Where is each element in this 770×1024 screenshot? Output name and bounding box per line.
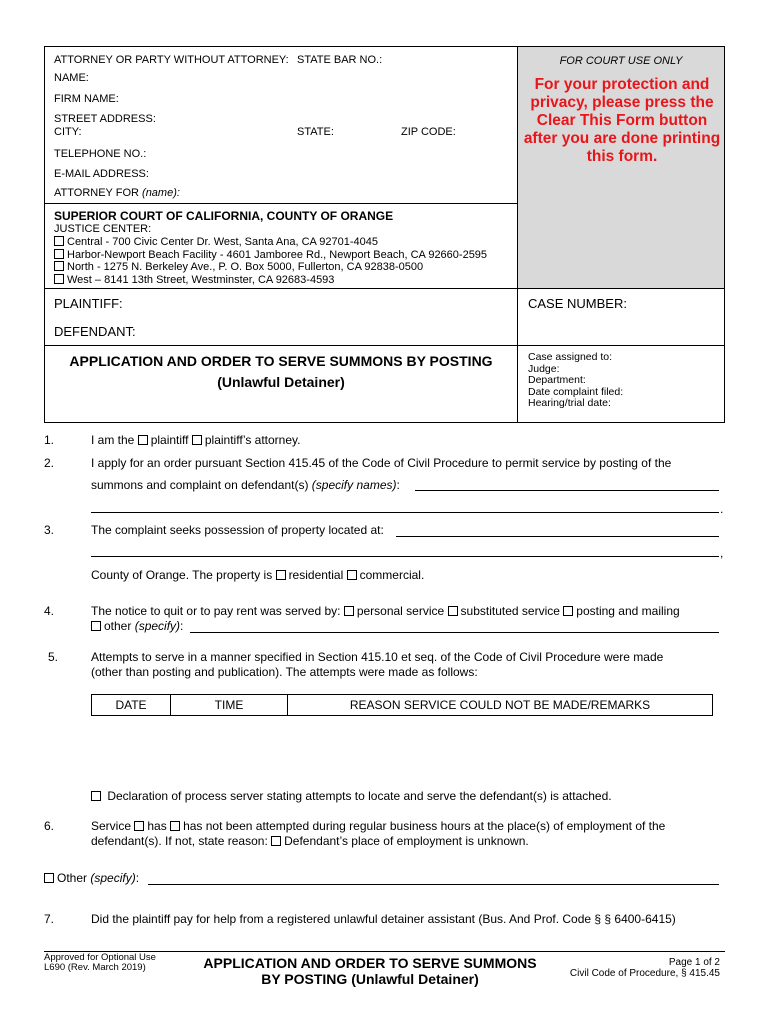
item-5-text: Attempts to serve in a manner specified in Section 415.10 et seq. of the Code of Civil Procedure were made <box>91 650 664 664</box>
court-use-label: FOR COURT USE ONLY <box>559 55 683 67</box>
header-left-border <box>44 46 45 203</box>
item-6-number: 6. <box>44 819 55 833</box>
plaintiff-checkbox[interactable] <box>138 435 148 445</box>
item-5-text-b: (other than posting and publication). The attempts were made as follows: <box>91 665 478 679</box>
checkbox-icon[interactable] <box>54 274 64 284</box>
date-header: DATE <box>92 695 171 716</box>
form-title: APPLICATION AND ORDER TO SERVE SUMMONS BY POSTING <box>69 353 493 369</box>
attorney-label: ATTORNEY OR PARTY WITHOUT ATTORNEY: <box>54 54 289 66</box>
page-number: Page 1 of 2 <box>668 957 720 968</box>
center-central-option[interactable]: Central - 700 Civic Center Dr. West, Santa Ana, CA 92701-4045 <box>54 236 487 249</box>
residential-checkbox[interactable] <box>276 570 286 580</box>
reason-header: REASON SERVICE COULD NOT BE MADE/REMARKS <box>288 695 713 716</box>
property-address-field[interactable] <box>396 536 719 537</box>
date-filed-label: Date complaint filed: <box>528 385 624 398</box>
telephone-label: TELEPHONE NO.: <box>54 148 147 160</box>
justice-center-label: JUSTICE CENTER: <box>54 223 152 235</box>
item-6-line-a: Service has has not been attempted during regular business hours at the place(s) of employment of the <box>91 819 666 833</box>
hearing-date-label: Hearing/trial date: <box>528 397 611 410</box>
department-label: Department: <box>528 374 586 387</box>
checkbox-icon[interactable] <box>54 236 64 246</box>
item-7-number: 7. <box>44 912 55 926</box>
time-header: TIME <box>171 695 288 716</box>
name-label: NAME: <box>54 72 89 84</box>
item-4-line-a: The notice to quit or to pay rent was served by: personal service substituted service posting and mailing <box>91 604 680 618</box>
other-service-field[interactable] <box>190 632 719 633</box>
comma-mark: , <box>720 546 724 560</box>
street-address-label: STREET ADDRESS: <box>54 113 156 125</box>
form-subtitle: (Unlawful Detainer) <box>217 374 345 390</box>
attempts-table <box>91 694 713 716</box>
approved-text: Approved for Optional Use <box>44 952 156 963</box>
other-service-checkbox[interactable] <box>91 621 101 631</box>
item-3-number: 3. <box>44 523 55 537</box>
city-label: CITY: <box>54 126 82 138</box>
title-block-top-border <box>44 345 724 346</box>
declaration-checkbox[interactable] <box>91 791 101 801</box>
checkbox-icon[interactable] <box>54 261 64 271</box>
property-address-field-2[interactable] <box>91 556 719 557</box>
substituted-service-checkbox[interactable] <box>448 606 458 616</box>
case-number-label: CASE NUMBER: <box>528 296 627 311</box>
justice-center-list <box>54 236 487 286</box>
right-border <box>724 46 725 423</box>
period-mark: . <box>720 502 724 516</box>
attorney-for-label: ATTORNEY FOR (name): <box>54 187 180 199</box>
table-header-row <box>92 695 713 716</box>
court-block-left-border <box>44 203 45 423</box>
item-3-county: County of Orange. The property is residential commercial. <box>91 568 425 582</box>
item-2-text: I apply for an order pursuant Section 415.45 of the Code of Civil Procedure to permit service by posting of the <box>91 456 672 470</box>
title-block-bottom-border <box>44 422 725 423</box>
footer-page-info <box>540 957 720 979</box>
center-west-option[interactable]: West – 8141 13th Street, Westminster, CA 92683-4593 <box>54 274 487 287</box>
item-1-number: 1. <box>44 433 55 447</box>
state-label: STATE: <box>297 126 334 138</box>
defendant-names-field-2[interactable] <box>91 512 719 513</box>
item-2-number: 2. <box>44 456 55 470</box>
email-label: E-MAIL ADDRESS: <box>54 168 149 180</box>
form-number: L690 (Rev. March 2019) <box>44 962 146 973</box>
posting-mailing-checkbox[interactable] <box>563 606 573 616</box>
case-info <box>528 352 623 410</box>
state-bar-label: STATE BAR NO.: <box>297 54 383 66</box>
protection-notice: For your protection and privacy, please press the Clear This Form button after you are done printing this form. <box>523 76 721 165</box>
service-has-checkbox[interactable] <box>134 821 144 831</box>
other-specify-field[interactable] <box>148 884 719 885</box>
other-checkbox[interactable] <box>44 873 54 883</box>
checkbox-icon[interactable] <box>54 249 64 259</box>
attorney-checkbox[interactable] <box>192 435 202 445</box>
item-6-line-b: defendant(s). If not, state reason: Defendant’s place of employment is unknown. <box>91 834 529 848</box>
employment-unknown-checkbox[interactable] <box>271 836 281 846</box>
court-block-top-border <box>44 203 518 204</box>
personal-service-checkbox[interactable] <box>344 606 354 616</box>
item-3-text: The complaint seeks possession of property located at: <box>91 523 384 537</box>
judge-label: Judge: <box>528 362 560 375</box>
item-4-line-b: other (specify): <box>91 619 183 633</box>
case-assigned-label: Case assigned to: <box>528 351 613 363</box>
other-option: Other (specify): <box>44 871 139 885</box>
firm-name-label: FIRM NAME: <box>54 93 119 105</box>
commercial-checkbox[interactable] <box>347 570 357 580</box>
item-2-line-b: summons and complaint on defendant(s) (specify names): <box>91 478 400 492</box>
footer-approval <box>44 953 156 973</box>
service-has-not-checkbox[interactable] <box>170 821 180 831</box>
footer-title: APPLICATION AND ORDER TO SERVE SUMMONS BY POSTING (Unlawful Detainer) <box>203 955 537 987</box>
code-reference: Civil Code of Procedure, § 415.45 <box>569 968 720 979</box>
parties-top-border <box>44 288 724 289</box>
item-5-number: 5. <box>48 650 59 664</box>
court-title: SUPERIOR COURT OF CALIFORNIA, COUNTY OF ORANGE <box>54 209 394 223</box>
declaration-option: Declaration of process server stating attempts to locate and serve the defendant(s) is attached. <box>91 789 612 803</box>
zip-code-label: ZIP CODE: <box>401 126 456 138</box>
defendant-names-field[interactable] <box>415 490 719 491</box>
item-7-text: Did the plaintiff pay for help from a registered unlawful detainer assistant (Bus. And Prof. Code § § 6400-6415) <box>91 912 676 926</box>
item-4-number: 4. <box>44 604 55 618</box>
center-harbor-option[interactable]: Harbor-Newport Beach Facility - 4601 Jamboree Rd., Newport Beach, CA 92660-2595 <box>54 249 487 262</box>
center-north-option[interactable]: North - 1275 N. Berkeley Ave., P. O. Box 5000, Fullerton, CA 92838-0500 <box>54 261 487 274</box>
plaintiff-label: PLAINTIFF: <box>54 296 123 311</box>
defendant-label: DEFENDANT: <box>54 324 136 339</box>
item-1: I am the plaintiff plaintiff’s attorney. <box>91 433 301 447</box>
